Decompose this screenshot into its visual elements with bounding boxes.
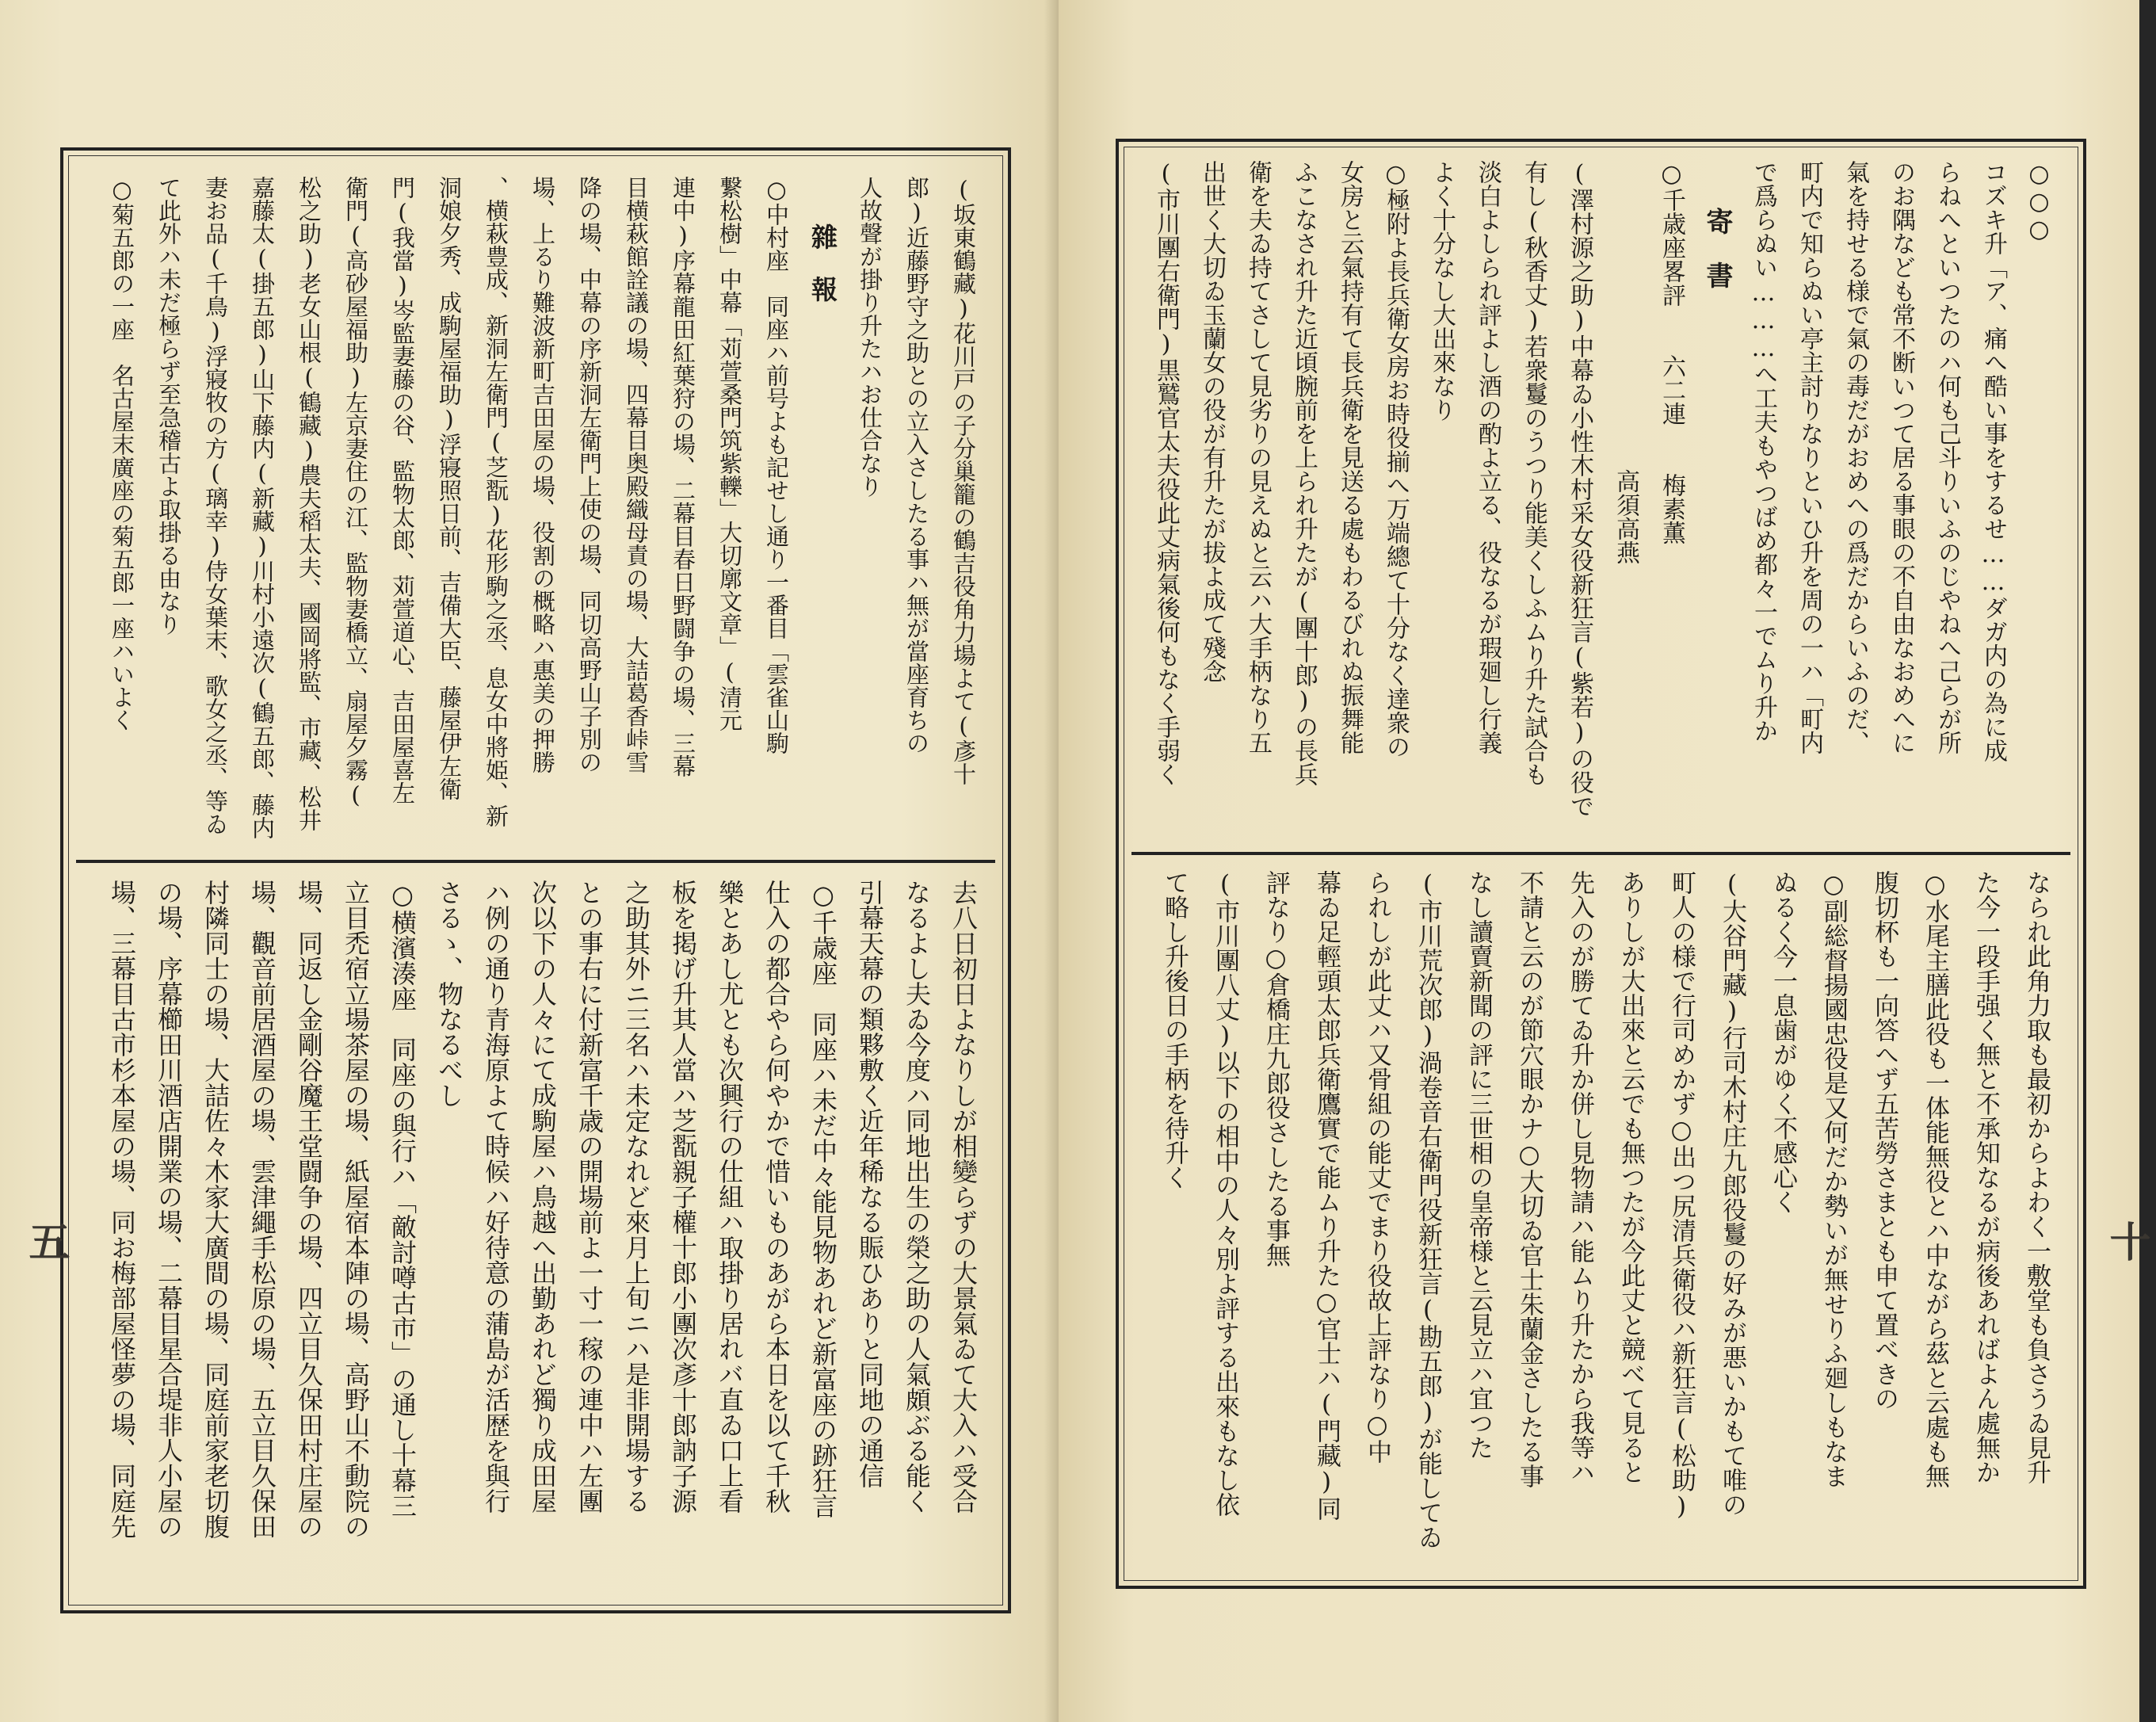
- left_page.bottom-line: 之助其外ニ三名ハ未定なれど來月上旬ニハ是非開場する: [621, 880, 651, 1514]
- left_page.top_intro-line: (坂東鶴藏)花川戸の子分巢籠の鶴吉役角力場よて(彥十: [950, 176, 977, 785]
- left-mid-divider: [76, 860, 995, 863]
- right_page.top_kishoshi-line: 衛を夫ゐ持てさして見劣りの見えぬと云ハ大手柄なり五: [1244, 160, 1272, 754]
- right_page.top_main-line: 氣を持せる様で氣の毒だがおめへの爲だからいふのだ、: [1841, 160, 1869, 754]
- right_page.top_kishoshi-line: 有し(秋香丈)若衆鬘のうつり能美くしふムり升た試合も: [1520, 160, 1547, 786]
- left_page.bottom-line: ○千歳座 同座ハ未だ中々能見物あれど新富座の跡狂言: [808, 880, 838, 1518]
- left_page.top_intro-line: 郎)近藤野守之助との立入さしたる事ハ無が當座育ちの: [903, 176, 930, 754]
- right_page.top_kishoshi-line: ○千歳座畧評 六二連 梅素薫: [1658, 160, 1685, 544]
- left_page.bottom-line: の場、序幕櫛田川酒店開業の場、二幕目星合堤非人小屋の: [154, 880, 184, 1539]
- right-top-text-block: [1143, 160, 2062, 846]
- right_page.top_main-line: 町内で知らぬい亭主討りなりといひ升を周の一ハ「町内: [1795, 160, 1823, 754]
- left_page.top_zappo-line: 目横萩館詮議の場、四幕目奥殿織母責の場、大詰葛香峠雪: [623, 176, 650, 773]
- left_page.top_zappo-line: 洞娘夕秀、成駒屋福助)浮寢照日前、吉備大臣、藤屋伊左衛: [436, 176, 463, 800]
- left_page.bottom-line: 次以下の人々にて成駒屋ハ鳥越へ出勤あれど獨り成田屋: [528, 880, 558, 1514]
- left-page-number: 五: [21, 1220, 70, 1262]
- left_page.top_zappo-line: 門(我當)岑監妻藤の谷、監物太郎、苅萱道心、吉田屋喜左: [389, 176, 416, 804]
- left_page.bottom-line: との事右に付新富千歳の開場前よ一寸一稼の連中ハ左團: [574, 880, 605, 1514]
- section-heading-yosho: 寄 書: [1701, 208, 1733, 288]
- right-bottom-text-block: [1143, 870, 2062, 1567]
- right_page.bottom-line: (市川團八丈)以下の相中の人々別よ評する出來もなし依: [1211, 870, 1239, 1517]
- right_page.bottom-line: 先入のが勝てゐ升か併し見物請ハ能ムり升たから我等ハ: [1566, 870, 1594, 1484]
- left_page.bottom-line: 場、三幕目古市杉本屋の場、同お梅部屋怪夢の場、同庭先: [107, 880, 137, 1539]
- right_page.bottom-line: 不請と云のが節穴眼かナ○大切ゐ官士朱蘭金さしたる事: [1515, 870, 1544, 1488]
- left-bottom-columns: [98, 880, 986, 1585]
- left_page.bottom-line: 場、同返し金剛谷魔王堂闘争の場、四立目久保田村庄屋の: [294, 880, 324, 1539]
- left_page.top_zappo-line: ○中村座 同座ハ前号よも記せし通り一番目「雲雀山駒: [763, 176, 790, 754]
- right_page.bottom-line: (市川荒次郎)渦卷音右衛門役新狂言(勘五郎)が能してゐ: [1414, 870, 1442, 1549]
- left_page.bottom-line: 去八日初日よなりしが相變らずの大景氣ゐて大入ハ受合: [948, 880, 979, 1514]
- left_page.top_zappo-line: 、横萩豊成、新洞左衛門(芝翫)花形駒之丞、息女中將姫、新: [483, 176, 509, 827]
- right_page.top_kishoshi-line: (澤村源之助)中幕ゐ小性木村采女役新狂言(紫若)の役で: [1566, 160, 1593, 818]
- right_page.bottom-line: なし讀賣新聞の評に三世相の皇帝様と云見立ハ宜つた: [1464, 870, 1493, 1460]
- right-page-number: 十: [2102, 1220, 2150, 1262]
- left_page.bottom-line: 立目禿宿立場茶屋の場、紙屋宿本陣の場、高野山不動院の: [341, 880, 371, 1539]
- left_page.bottom-line: 引幕天幕の類夥敷く近年稀なる賑ひありと同地の通信: [855, 880, 885, 1488]
- right_page.top_main-line: で爲らぬい………へ工夫もやつばめ都々一でムり升か: [1750, 160, 1777, 743]
- right_page.bottom-line: て略し升後日の手柄を待升く: [1160, 870, 1189, 1189]
- left_page.bottom-line: 村隣同士の場、大詰佐々木家大廣間の場、同庭前家老切腹: [200, 880, 231, 1539]
- left_page.top_zappo-line: て此外ハ未だ極らず至急稽古よ取掛る由なり: [155, 176, 182, 636]
- left_page.bottom-line: ○横濱湊座 同座の與行ハ「敵討噂古市」の通し十幕三: [387, 880, 418, 1518]
- left-bottom-text-block: [87, 880, 986, 1585]
- left_page.bottom-line: さるゝ、物なるべし: [434, 880, 464, 1108]
- right_page.bottom-line: 幕ゐ足輕頭太郎兵衛鷹實で能ムり升た○官士ハ(門藏)同: [1312, 870, 1341, 1521]
- left_page.top_zappo-line: 衛門(高砂屋福助)左京妻住の江、監物妻橋立、扇屋夕霧(: [342, 176, 369, 808]
- right_page.top_main-line: コズキ升「ア、痛へ酷い事をするせ……ダガ内の為に成: [1979, 160, 2007, 762]
- right_page.top_kishoshi-line: よく十分なし大出來なり: [1428, 160, 1456, 422]
- section-heading-zappo: 雜 報: [807, 223, 838, 302]
- right_page.top_kishoshi-line: (市川團右衛門)黒鷲官太夫役此丈病氣後何もなく手弱く: [1152, 160, 1180, 786]
- right-top-columns: [1143, 160, 2062, 846]
- right_page.bottom-line: 評なり○倉橋庄九郎役さしたる事無: [1261, 870, 1290, 1267]
- right_page.top_main-line: のお隅なども常不断いつて居る事眼の不自由なおめへに: [1887, 160, 1915, 754]
- right-mid-divider: [1131, 852, 2070, 855]
- right_page.bottom-line: 腹切杯も一向答へず五苦勞さまとも申て置べきの: [1870, 870, 1898, 1411]
- left-top-columns: [98, 176, 986, 857]
- left_page.top_zappo-line: 降の場、中幕の序新洞左衛門上使の場、同切高野山子別の: [576, 176, 603, 773]
- left-top-text-block: [87, 176, 986, 857]
- left-page: [0, 0, 1059, 1722]
- right_page.top_main-line: らねへといつたのハ何も己斗りいふのじやねへ己らが所: [1933, 160, 1961, 754]
- right_page.top_kishoshi-line: ○極附よ長兵衛女房お時役揃へ万端總て十分なく達衆の: [1382, 160, 1410, 758]
- right_page.bottom-line: ありしが大出來と云でも無つたが今此丈と競べて見ると: [1616, 870, 1645, 1484]
- right_page.bottom-line: られしが此丈ハ又骨組の能丈でまり役故上評なり○中: [1363, 870, 1391, 1464]
- left_page.bottom-line: 仕入の都合やら何やかで惜いものあがら本日を以て千秋: [761, 880, 792, 1514]
- right_page.bottom-line: (大谷門藏)行司木村庄九郎役鬘の好みが悪いかもて唯の: [1718, 870, 1746, 1517]
- left_page.bottom-line: 場、觀音前居酒屋の場、雲津繩手松原の場、五立目久保田: [247, 880, 277, 1539]
- right_page.top_kishoshi-line: 出世く大切ゐ玉蘭女の役が有升たが拔よ成て殘念: [1198, 160, 1226, 683]
- left_page.bottom-line: なるよし夫ゐ今度ハ同地出生の榮之助の人氣頗ぶる能く: [902, 880, 932, 1514]
- right_page.bottom-line: ぬるく今一息歯がゆく不感心く: [1769, 870, 1797, 1214]
- left_page.bottom-line: 樂とあし尤とも次興行の仕組ハ取掛り居れバ直ゐ口上看: [715, 880, 745, 1514]
- right_page.bottom-line: た今一段手强く無と不承知なるが病後あればよん處無か: [1971, 870, 2000, 1484]
- right_page.top_main-line: ○○○: [2025, 160, 2053, 243]
- right_page.top_kishoshi-line: 女房と云氣持有て長兵衛を見送る處もわるびれぬ振舞能: [1336, 160, 1364, 754]
- right_page.top_kishoshi-line: ふこなされ升た近頃腕前を上られ升たが(團十郎)の長兵: [1290, 160, 1318, 786]
- right_page.bottom-line: ○水尾主膳此役も一体能無役とハ中ながら茲と云處も無: [1921, 870, 1949, 1488]
- left_page.top_zappo-line: 嘉藤太(掛五郎)山下藤内(新藏)川村小遠次(鶴五郎、藤内: [249, 176, 276, 839]
- left_page.top_zappo-line: ○菊五郎の一座 名古屋末廣座の菊五郎一座ハいよく: [109, 176, 135, 731]
- right_page.bottom-line: なられ此角力取も最初からよわく一敷堂も負さうゐ見升: [2022, 870, 2051, 1484]
- left_page.top_zappo-line: 繋松樹」中幕「苅萱桑門筑紫轢」大切廓文章」(清元: [716, 176, 743, 731]
- left_page.top_zappo-line: 連中)序幕龍田紅葉狩の場、二幕目春日野闘争の場、三幕: [670, 176, 696, 777]
- right_page.top_kishoshi-line: 淡白よしられ評よし酒の酌よ立る、役なるが瑕廻し行義: [1474, 160, 1502, 754]
- left_page.top_intro-line: 人故聲が掛り升たハお仕合なり: [857, 176, 883, 498]
- right_page.top_kishoshi-line: 高須高燕: [1612, 160, 1639, 564]
- right_page.bottom-line: ○副総督揚國忠役是又何だか勢いが無せりふ廻しもなま: [1819, 870, 1848, 1488]
- right-bottom-columns: [1149, 870, 2062, 1567]
- left_page.top_zappo-line: 松之助)老女山根(鶴藏)農夫稻太夫、國岡將監、市藏、松井: [296, 176, 322, 831]
- right_page.bottom-line: 町人の様で行司めかず○出つ尻清兵衛役ハ新狂言(松助): [1667, 870, 1696, 1521]
- right-page: [1059, 0, 2150, 1722]
- left_page.bottom-line: ハ例の通り青海原よて時候ハ好待意の蒲島が活歴を與行: [481, 880, 511, 1514]
- left_page.top_zappo-line: 妻お品(千鳥)浮寢牧の方(璃幸)侍女葉末、歌女之丞、等ゐ: [202, 176, 229, 835]
- left_page.bottom-line: 板を掲げ升其人當ハ芝翫親子權十郎小團次彥十郎訥子源: [668, 880, 698, 1514]
- left_page.top_zappo-line: 場、上るり難波新町吉田屋の場、役割の概略ハ惠美の押勝: [529, 176, 556, 773]
